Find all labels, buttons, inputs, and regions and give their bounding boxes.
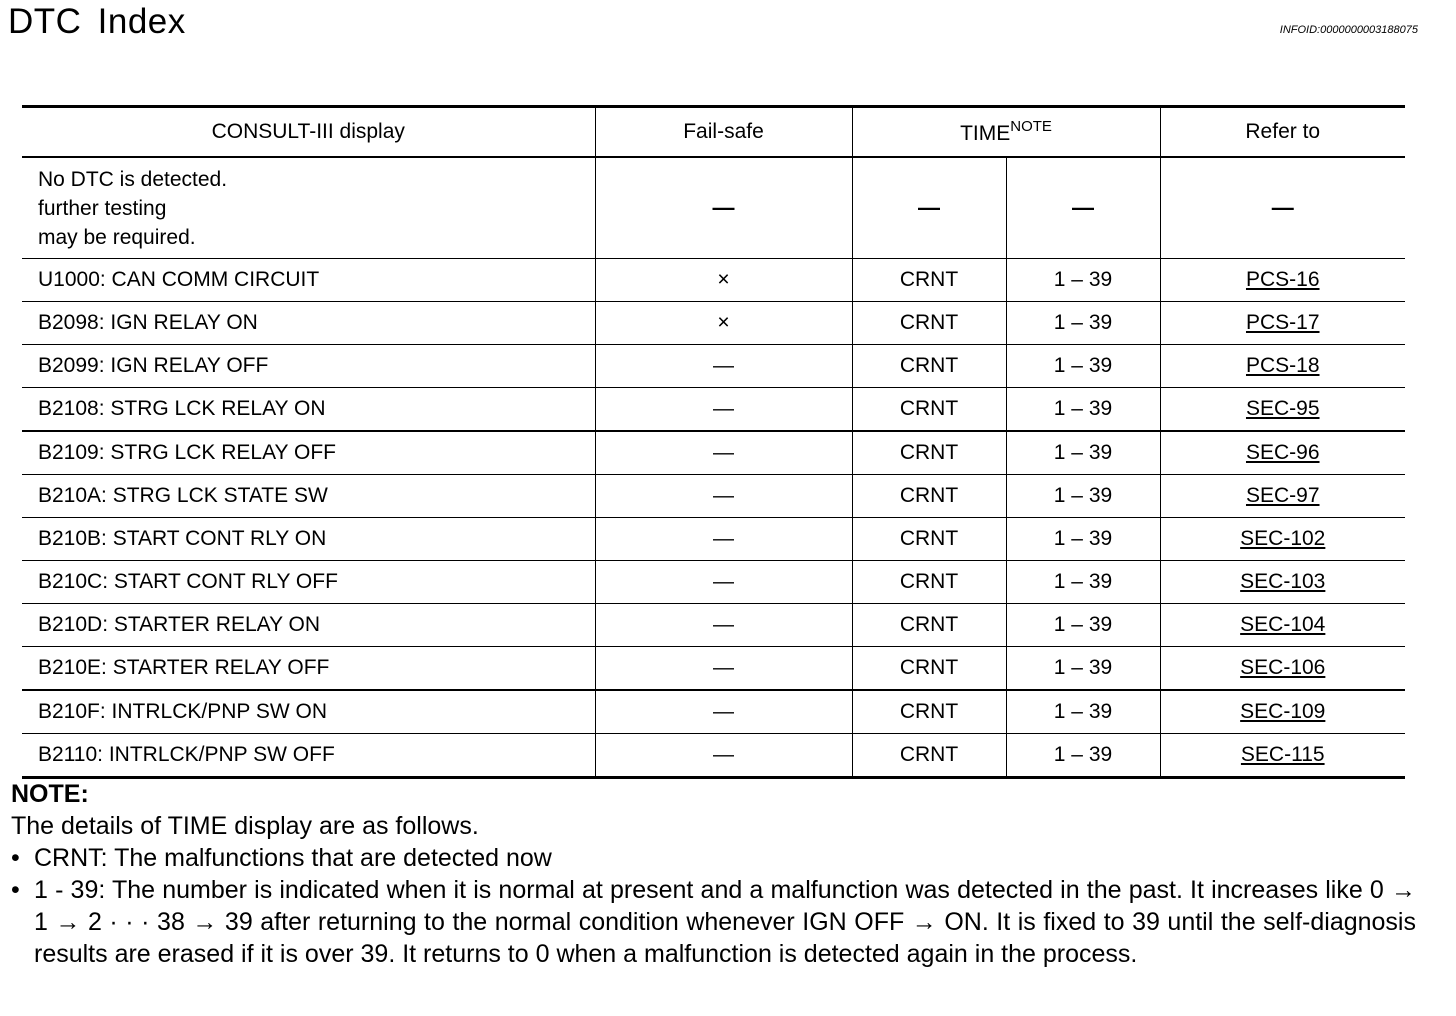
cell-time-count-text: 1 – 39 — [1053, 570, 1113, 593]
table-row — [22, 690, 1405, 734]
cell-time-status — [852, 604, 1006, 647]
cell-consult-display-text: B210E: STARTER RELAY OFF — [38, 656, 330, 679]
cell-fail-safe — [595, 259, 852, 302]
cell-time-count-text: 1 – 39 — [1053, 441, 1113, 464]
cell-fail-safe-text: — — [713, 656, 734, 679]
no-dtc-line-2: further testing — [38, 196, 167, 220]
cell-refer-to[interactable] — [1160, 259, 1405, 302]
cell-time-count — [1006, 345, 1160, 388]
cell-no-dtc-time-status — [852, 157, 1006, 259]
cell-consult-display-text: B210F: INTRLCK/PNP SW ON — [38, 700, 328, 723]
cell-consult-display — [22, 259, 595, 302]
table-row — [22, 259, 1405, 302]
cell-time-status-text: CRNT — [899, 570, 959, 593]
cell-fail-safe-text: — — [713, 354, 734, 377]
cell-fail-safe-text: — — [713, 700, 734, 723]
cell-fail-safe — [595, 647, 852, 691]
table-row — [22, 647, 1405, 691]
cell-time-count-text: 1 – 39 — [1053, 354, 1113, 377]
cell-fail-safe — [595, 388, 852, 432]
table-row — [22, 734, 1405, 778]
table-row — [22, 475, 1405, 518]
cell-time-count-text: 1 – 39 — [1053, 700, 1113, 723]
note-bullet-crnt — [11, 842, 1416, 874]
refer-link[interactable]: SEC-109 — [1240, 700, 1326, 723]
table-row — [22, 302, 1405, 345]
cell-time-count — [1006, 518, 1160, 561]
cell-refer-to[interactable] — [1160, 734, 1405, 778]
cell-consult-display — [22, 345, 595, 388]
table-row — [22, 561, 1405, 604]
cell-time-status — [852, 561, 1006, 604]
no-dtc-time-count: — — [1072, 195, 1094, 220]
cell-time-status — [852, 388, 1006, 432]
cell-fail-safe-text: — — [713, 570, 734, 593]
table-header-row — [22, 107, 1405, 158]
cell-time-status — [852, 734, 1006, 778]
cell-time-count-text: 1 – 39 — [1053, 484, 1113, 507]
header-time-note-sup: NOTE — [1010, 118, 1052, 135]
cell-consult-display — [22, 734, 595, 778]
cell-time-count — [1006, 259, 1160, 302]
cell-time-status — [852, 475, 1006, 518]
cell-time-count — [1006, 647, 1160, 691]
page-title: DTC Index — [8, 2, 186, 41]
cell-time-count-text: 1 – 39 — [1053, 268, 1113, 291]
cell-fail-safe — [595, 475, 852, 518]
cell-time-count-text: 1 – 39 — [1053, 613, 1113, 636]
note-heading: NOTE: — [11, 780, 89, 808]
cell-fail-safe-text: — — [713, 397, 734, 420]
cell-refer-to[interactable] — [1160, 388, 1405, 432]
cell-time-status-text: CRNT — [899, 613, 959, 636]
note-bullet-count — [11, 874, 1416, 970]
cell-time-count-text: 1 – 39 — [1053, 743, 1113, 766]
cell-consult-display — [22, 604, 595, 647]
cell-consult-display-text: B210D: STARTER RELAY ON — [38, 613, 321, 636]
cell-time-count — [1006, 475, 1160, 518]
no-dtc-refer: — — [1271, 195, 1294, 220]
info-id: INFOID:0000000003188075 — [1279, 24, 1418, 36]
header-time-label: TIME — [960, 122, 1011, 145]
cell-consult-display — [22, 561, 595, 604]
cell-fail-safe-text: — — [713, 527, 734, 550]
cell-refer-to[interactable] — [1160, 518, 1405, 561]
header-consult-display: CONSULT-III display — [22, 107, 595, 158]
cell-consult-display — [22, 690, 595, 734]
cell-consult-display-text: B210B: START CONT RLY ON — [38, 527, 327, 550]
cell-time-count — [1006, 690, 1160, 734]
bullet-dot: • — [11, 876, 20, 904]
cell-refer-to[interactable] — [1160, 302, 1405, 345]
cell-fail-safe-text: — — [713, 484, 734, 507]
refer-link[interactable]: PCS-16 — [1245, 268, 1320, 291]
cell-no-dtc-time-count — [1006, 157, 1160, 259]
cell-fail-safe — [595, 561, 852, 604]
cell-time-status — [852, 518, 1006, 561]
cell-no-dtc-refer — [1160, 157, 1405, 259]
cell-fail-safe — [595, 734, 852, 778]
refer-link[interactable]: PCS-17 — [1245, 311, 1320, 334]
cell-fail-safe — [595, 302, 852, 345]
no-dtc-line-3: may be required. — [38, 225, 196, 249]
dtc-index-table — [22, 105, 1405, 779]
cell-consult-display — [22, 475, 595, 518]
cell-time-count-text: 1 – 39 — [1053, 656, 1113, 679]
cell-time-count-text: 1 – 39 — [1053, 397, 1113, 420]
cell-no-dtc-failsafe — [595, 157, 852, 259]
cell-fail-safe — [595, 431, 852, 475]
cell-time-status-text: CRNT — [899, 441, 959, 464]
cell-time-count — [1006, 431, 1160, 475]
cell-time-status-text: CRNT — [899, 656, 959, 679]
cell-time-status-text: CRNT — [899, 397, 959, 420]
cell-time-status — [852, 690, 1006, 734]
cell-time-status-text: CRNT — [899, 743, 959, 766]
cell-time-count — [1006, 734, 1160, 778]
cell-time-status-text: CRNT — [899, 311, 959, 334]
cell-refer-to[interactable] — [1160, 690, 1405, 734]
cell-consult-display — [22, 431, 595, 475]
cell-refer-to[interactable] — [1160, 431, 1405, 475]
cell-fail-safe — [595, 690, 852, 734]
no-dtc-line-1: No DTC is detected. — [38, 167, 228, 191]
cell-consult-display-text: U1000: CAN COMM CIRCUIT — [38, 268, 320, 291]
cell-fail-safe — [595, 345, 852, 388]
cell-time-status — [852, 431, 1006, 475]
cell-fail-safe — [595, 518, 852, 561]
cell-refer-to[interactable] — [1160, 604, 1405, 647]
cell-time-count — [1006, 388, 1160, 432]
refer-link[interactable]: SEC-97 — [1245, 484, 1320, 507]
no-dtc-time-status: — — [918, 195, 940, 220]
header-refer-to: Refer to — [1160, 107, 1405, 158]
cell-time-status — [852, 647, 1006, 691]
cell-time-status-text: CRNT — [899, 484, 959, 507]
bullet-dot: • — [11, 844, 20, 872]
table-row-no-dtc — [22, 157, 1405, 259]
refer-link[interactable]: SEC-106 — [1240, 656, 1326, 679]
cell-fail-safe-text: — — [713, 613, 734, 636]
refer-link[interactable]: SEC-103 — [1240, 570, 1326, 593]
cell-consult-display-text: B2108: STRG LCK RELAY ON — [38, 397, 326, 420]
cell-consult-display — [22, 647, 595, 691]
cell-consult-display-text: B210A: STRG LCK STATE SW — [38, 484, 328, 507]
note-intro: The details of TIME display are as follows. — [11, 812, 479, 840]
cell-consult-display-text: B210C: START CONT RLY OFF — [38, 570, 338, 593]
refer-link[interactable]: SEC-104 — [1240, 613, 1326, 636]
cell-consult-display — [22, 388, 595, 432]
cell-time-status — [852, 345, 1006, 388]
cell-refer-to[interactable] — [1160, 345, 1405, 388]
table-row — [22, 388, 1405, 432]
cell-time-count — [1006, 604, 1160, 647]
refer-link[interactable]: SEC-96 — [1245, 441, 1320, 464]
cell-refer-to[interactable] — [1160, 475, 1405, 518]
table-row — [22, 345, 1405, 388]
note-bullet-text: CRNT: The malfunctions that are detected now — [34, 844, 552, 872]
cell-consult-display — [22, 302, 595, 345]
cell-consult-display-text: B2109: STRG LCK RELAY OFF — [38, 441, 336, 464]
note-bullet-text: 1 - 39: The number is indicated when it is normal at present and a malfunction was detected in the past. It increases like 0 → 1 → 2 · · · 38 → 39 after returning to the normal condition whenever IGN OFF → ON. It is fixed to 39 until the self-diagnosis results are erased if it is over 39. It returns to 0 when a malfunction is detected again in the process. — [34, 876, 1416, 968]
cell-fail-safe-text: × — [717, 268, 730, 291]
table-row — [22, 431, 1405, 475]
cell-consult-display-text: B2099: IGN RELAY OFF — [38, 354, 269, 377]
table-row — [22, 518, 1405, 561]
cell-fail-safe — [595, 604, 852, 647]
header-time — [852, 107, 1160, 158]
table-row — [22, 604, 1405, 647]
cell-time-status — [852, 259, 1006, 302]
cell-consult-display-text: B2110: INTRLCK/PNP SW OFF — [38, 743, 335, 766]
no-dtc-failsafe: — — [712, 195, 735, 220]
cell-refer-to[interactable] — [1160, 561, 1405, 604]
refer-link[interactable]: SEC-102 — [1240, 527, 1326, 550]
cell-time-status-text: CRNT — [899, 268, 959, 291]
cell-consult-display-text: B2098: IGN RELAY ON — [38, 311, 258, 334]
refer-link[interactable]: SEC-115 — [1240, 743, 1325, 766]
cell-time-count — [1006, 302, 1160, 345]
header-fail-safe: Fail-safe — [595, 107, 852, 158]
cell-no-dtc-display — [22, 157, 595, 259]
cell-time-count — [1006, 561, 1160, 604]
cell-time-status-text: CRNT — [899, 700, 959, 723]
cell-consult-display — [22, 518, 595, 561]
cell-time-count-text: 1 – 39 — [1053, 527, 1113, 550]
cell-fail-safe-text: × — [717, 311, 730, 334]
cell-fail-safe-text: — — [713, 743, 734, 766]
refer-link[interactable]: SEC-95 — [1245, 397, 1320, 420]
cell-time-count-text: 1 – 39 — [1053, 311, 1113, 334]
cell-time-status-text: CRNT — [899, 527, 959, 550]
note-section — [11, 778, 1416, 970]
refer-link[interactable]: PCS-18 — [1245, 354, 1320, 377]
cell-refer-to[interactable] — [1160, 647, 1405, 691]
cell-fail-safe-text: — — [713, 441, 734, 464]
cell-time-status — [852, 302, 1006, 345]
cell-time-status-text: CRNT — [899, 354, 959, 377]
